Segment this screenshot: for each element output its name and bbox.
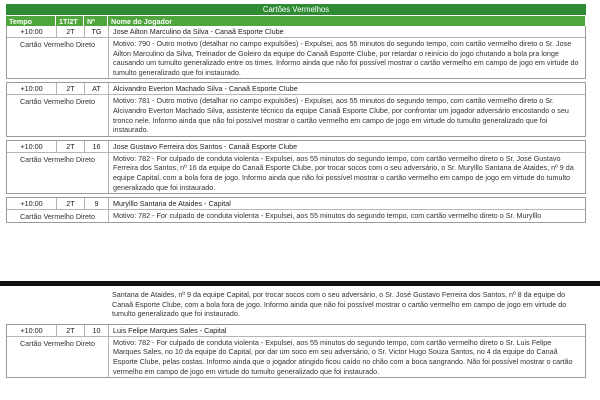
entry-detail-row [7, 153, 585, 193]
entry-reason: Motivo: 782 - For culpado de conduta violenta - Expulsei, aos 55 minutos do segundo tempo, com cartão vermelho direto o Sr. Luis Felipe Marques Sales, no 10 da equipe do Capital, por dar um soco em seu adversário, o Sr. Victor Hugo Souza Santos, no 4 da equipe do Canaã Esporte Clube, pelas costas. Informo ainda que o jogador atingido ficou caído no chão com a boca sangrando. Não foi possível mostrar o cartão vermelho em campo de jogo em virtude do tumulto generalizado que foi instaurado. [113, 337, 573, 376]
red-card-entry [6, 197, 586, 223]
red-card-entry [6, 82, 586, 136]
entry-half: 2T [57, 26, 85, 37]
entry-summary-row [7, 83, 585, 95]
entry-summary-row [7, 198, 585, 210]
entry-number: AT [85, 83, 109, 94]
entry-player-name: Murylllo Santana de Ataides - Capital [113, 199, 231, 209]
entry-summary-row [7, 26, 585, 38]
red-card-entry [6, 324, 586, 378]
red-cards-report [6, 4, 586, 223]
entry-summary-row [7, 325, 585, 337]
entry-player-name: Jose Ailton Marculino da Silva - Canaã Esporte Clube [113, 27, 284, 36]
entry-detail-row [7, 38, 585, 78]
entry-half: 2T [57, 325, 85, 336]
entry-half: 2T [57, 141, 85, 152]
entry-player-name: Alcivandro Everton Machado Silva - Canaã Esporte Clube [113, 84, 298, 94]
entry-reason: Motivo: 782 - For culpado de conduta violenta - Expulsei, aos 55 minutos do segundo tempo, com cartão vermelho direto o Sr. Murylllo [113, 211, 542, 221]
entry-reason-continuation: Santana de Ataides, nº 9 da equipe Capital, por trocar socos com o seu adversário, o Sr. José Gustavo Ferreira dos Santos, nº 8 da equipe do Canaã Esporte Clube, com a bola fora de jogo. Informo ainda que não foi possível mostrar o cartão vermelho em campo de jogo em virtude do tumulto generalizado que foi instaurado. [112, 290, 567, 319]
page-break-divider [0, 281, 600, 286]
entry-time: +10:00 [7, 141, 57, 152]
red-cards-report-continued [6, 290, 586, 378]
entry-time: +10:00 [7, 325, 57, 336]
entry-time: +10:00 [7, 198, 57, 209]
header-number: Nº [84, 16, 108, 26]
entry-number: 16 [85, 141, 109, 152]
entry-detail-row [7, 95, 585, 135]
entry-half: 2T [57, 198, 85, 209]
entry-card-type: Cartão Vermelho Direto [7, 337, 109, 377]
entry-reason: Motivo: 790 - Outro motivo (detalhar no campo expulsões) - Expulsei, aos 55 minutos do segundo tempo, com cartão vermelho direto o Sr. Jose Ailton Marculino da Silva, Treinador de Goleiro da equipe do Canaã Esporte Clube, por retardar o reinício do jogo chutando a bola pra longe causando um tumulto generalizado entre os times. Informo ainda que não foi possível mostrar o cartão vermelho em campo de jogo em virtude do tumulto generalizado que foi instaurado. [113, 39, 579, 77]
entry-time: +10:00 [7, 83, 57, 94]
table-header [6, 15, 586, 26]
entry-card-type: Cartão Vermelho Direto [7, 95, 109, 135]
entry-detail-row [7, 337, 585, 377]
entry-summary-row [7, 141, 585, 153]
header-time: Tempo [6, 16, 56, 26]
entry-player-name: Luis Felipe Marques Sales - Capital [113, 325, 227, 335]
entry-time: +10:00 [7, 26, 57, 37]
header-player-name: Nome do Jogador [108, 16, 586, 26]
entry-card-type: Cartão Vermelho Direto [7, 210, 109, 222]
entry-number: 9 [85, 198, 109, 209]
entry-reason: Motivo: 782 - For culpado de conduta violenta - Expulsei, aos 55 minutos do segundo tempo, com cartão vermelho direto o Sr. José Gustavo Ferreira dos Santos, nº 16 da equipe do Canaã Esporte Clube, por trocar socos com o seu adversário, o Sr. Murylllo Santana de Ataides, nº 9 da equipe Capital, com a bola fora de jogo. Informo ainda que não foi possível mostrar o cartão vermelho em campo de jogo em virtude do tumulto generalizado que foi instaurado. [113, 153, 574, 192]
entry-card-type: Cartão Vermelho Direto [7, 153, 109, 193]
red-card-entry [6, 26, 586, 79]
entry-detail-row [7, 210, 585, 222]
entry-number: 10 [85, 325, 109, 336]
entry-number: TG [85, 26, 109, 37]
entry-reason: Motivo: 781 - Outro motivo (detalhar no campo expulsões) - Expulsei, aos 55 minutos do segundo tempo, com cartão vermelho direto o Sr. Alcivandro Everton Machado Silva, assistente técnico da equipe Canaã Esporte Clube, por confrontar um jogador adversário encostando o seu tronco nele. Informo ainda que não foi possível mostrar o cartão vermelho em campo de jogo em virtude do tumulto generalizado que foi instaurado. [113, 96, 569, 135]
entry-card-type: Cartão Vermelho Direto [7, 38, 109, 78]
entry-player-name: Jose Gustavo Ferreira dos Santos - Canaã Esporte Clube [113, 141, 298, 151]
entry-half: 2T [57, 83, 85, 94]
red-card-entry [6, 140, 586, 194]
section-title: Cartões Vermelhos [6, 4, 586, 15]
header-half: 1T/2T [56, 16, 84, 26]
